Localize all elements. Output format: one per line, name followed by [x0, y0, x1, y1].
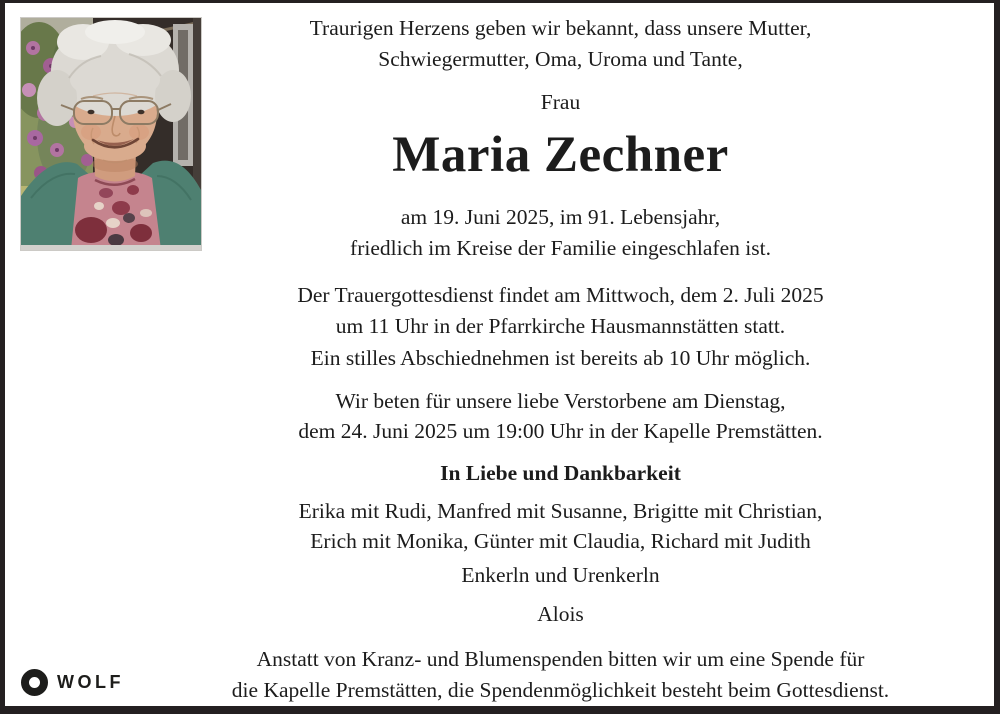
donation-line-1: Anstatt von Kranz- und Blumenspenden bitten wir um eine Spende für: [256, 647, 865, 671]
family-alois: Alois: [537, 602, 584, 626]
service-line-1: Der Trauergottesdienst findet am Mittwoch, dem 2. Juli 2025: [297, 283, 824, 307]
intro-line-2: Schwiegermutter, Oma, Uroma und Tante,: [378, 47, 743, 71]
closing-line: In Liebe und Dankbarkeit: [440, 461, 681, 485]
viewing-line: Ein stilles Abschiednehmen ist bereits ab 10 Uhr möglich.: [310, 346, 811, 370]
funeral-home-logo: [21, 664, 124, 700]
prayer-line-1: Wir beten für unsere liebe Verstorbene am Dienstag,: [335, 389, 786, 413]
passing-line-2: friedlich im Kreise der Familie eingeschlafen ist.: [350, 236, 771, 260]
funeral-home-name: WOLF: [57, 671, 124, 692]
family-line-2: Erich mit Monika, Günter mit Claudia, Richard mit Judith: [310, 529, 811, 553]
family-grandchildren: Enkerln und Urenkerln: [461, 563, 660, 587]
service-line-2: um 11 Uhr in der Pfarrkirche Hausmannstätten statt.: [335, 314, 786, 338]
ring-icon: [21, 669, 48, 696]
deceased-name: Maria Zechner: [392, 127, 729, 183]
donation-line-2: die Kapelle Premstätten, die Spendenmöglichkeit besteht beim Gottesdienst.: [231, 678, 890, 702]
salutation: Frau: [540, 90, 581, 114]
prayer-line-2: dem 24. Juni 2025 um 19:00 Uhr in der Kapelle Premstätten.: [298, 419, 823, 443]
family-line-1: Erika mit Rudi, Manfred mit Susanne, Brigitte mit Christian,: [298, 499, 823, 523]
passing-line-1: am 19. Juni 2025, im 91. Lebensjahr,: [400, 205, 721, 229]
intro-line-1: Traurigen Herzens geben wir bekannt, dass unsere Mutter,: [309, 16, 812, 40]
